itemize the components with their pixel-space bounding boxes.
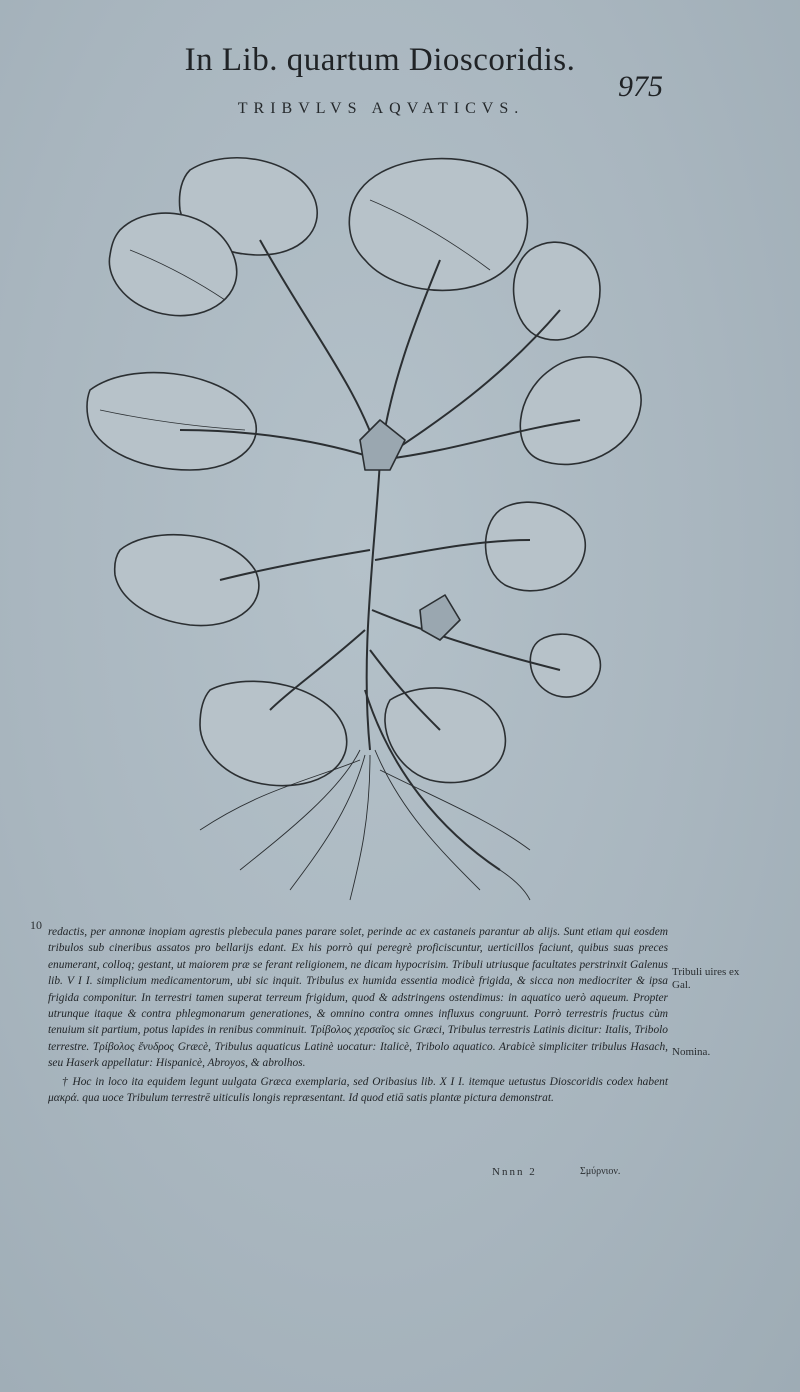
body-text [48, 924, 668, 1106]
margin-note-tribuli-vires: Tribuli uires ex Gal. [672, 966, 740, 991]
signature-mark: Nnnn 2 [492, 1166, 537, 1178]
leaf-top-center [349, 159, 527, 291]
leaf-left-large [87, 373, 256, 470]
catchword: Σμύρνιον. [580, 1166, 621, 1177]
margin-note-nomina: Nomina. [672, 1046, 711, 1058]
leaf-mid-left [115, 535, 259, 626]
woodcut-plant-illustration [60, 130, 680, 910]
leaf-upper-right [514, 242, 600, 340]
section-heading: TRIBVLVS AQVATICVS. [237, 100, 525, 117]
leaf-right-large [520, 357, 641, 464]
fruit-right [420, 595, 460, 640]
fruit-center [360, 420, 405, 470]
footnote-paragraph: † Hoc in loco ita equidem legunt uulgata Græca exemplaria, sed Oribasius lib. X I I. itemque uetustus Dioscoridis codex habent μακρά. qua uoce Tribulum terrestrē uiticulis longis repræsentant. Id quod etiā satis plantæ pictura demonstrat. [48, 1075, 668, 1105]
main-paragraph: redactis, per annonæ inopiam agrestis plebecula panes parare solet, perinde ac ex castaneis parantur ab alijs. Sunt etiam qui eosdem tribulos sub cineribus assatos pro bellarijs edant. Ex his porrò qui peregrè proficiscuntur, uerticillos faciunt, quibus suas preces enumerant, colloq; gestant, ut maiorem præ se ferant religionem, ne dicam hypocrisim. Tribuli utriusque facultates perstrinxit Galenus lib. V I I. simplicium medicamentorum, ubi sic inquit. Tribulus ex humida essentia modicè frigida, & sicca non mediocriter & ipsa frigida componitur. In terrestri tamen superat terreum frigidum, quod & adstringens ostendimus: in aquatico uerò aqueum. Propter utrunque itaque & contra phlegmonarum generationes, & omnino contra omnes influxus congruunt. Porrò terrestris fructus cùm tenuium sit partium, potus lapides in renibus comminuit. Τρίβολος χερσαῖος sic Græci, Tribulus terrestris Latinis dicitur: Italis, Tribolo terrestre. Τρίβολος ἔνυδρος Græcè, Tribulus aquaticus Latinè uocatur: Italicè, Tribolo aquatico. Arabicè simpliciter tribulus Hasach, seu Haserk appellatur: Hispanicè, Abroyos, & abrolhos. [48, 926, 668, 1070]
leaf-mid-right [486, 502, 586, 591]
line-number: 10 [30, 918, 42, 932]
leaf-lower-right [385, 688, 505, 783]
page-title: In Lib. quartum Dioscoridis. [184, 42, 576, 78]
leaf-lower-left [200, 681, 347, 785]
page-number: 975 [618, 70, 663, 103]
